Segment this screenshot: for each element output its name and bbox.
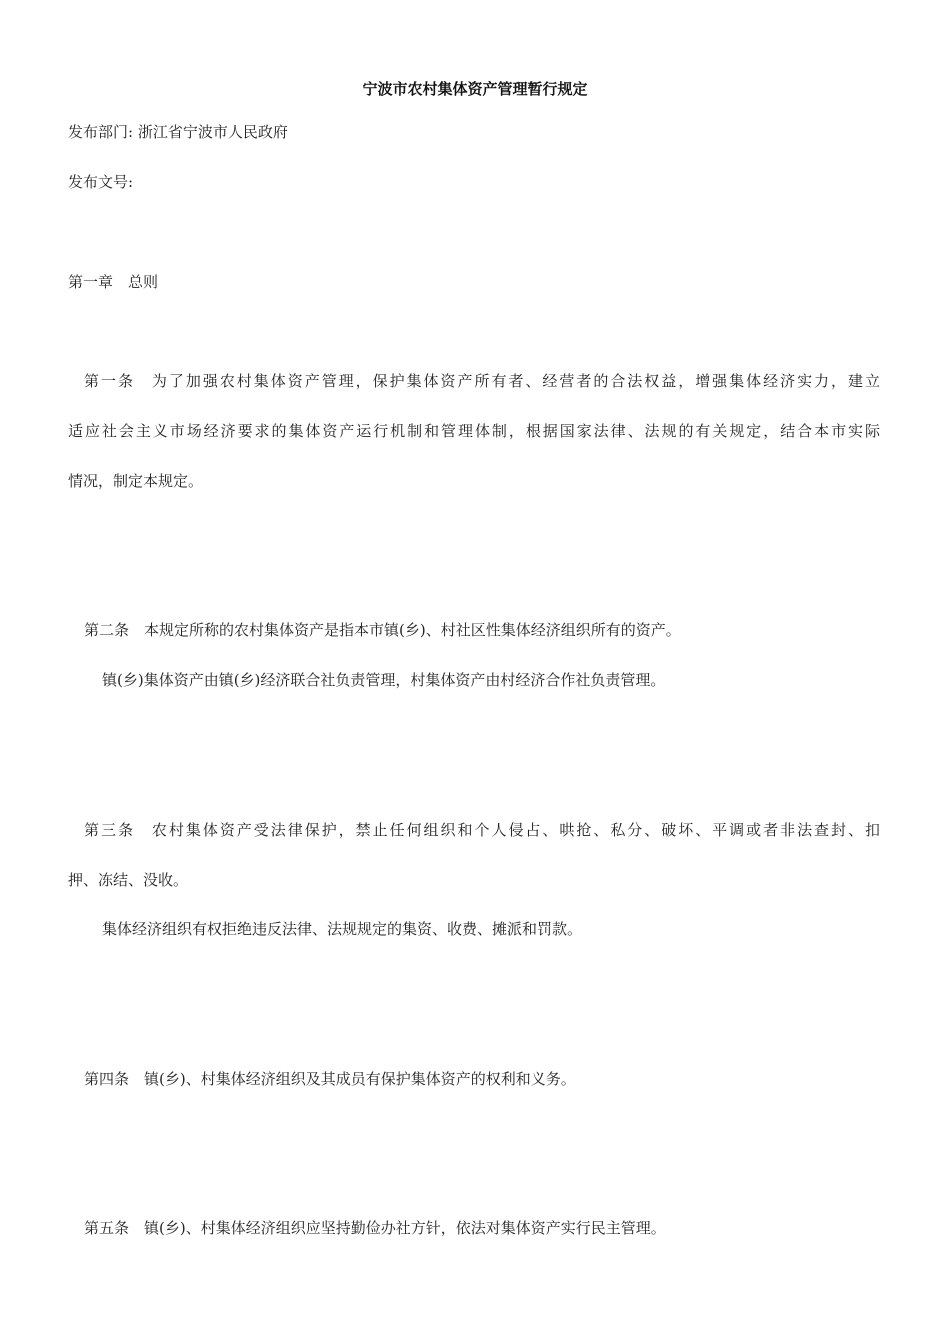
article-2-line-1: 第二条 本规定所称的农村集体资产是指本市镇(乡)、村社区性集体经济组织所有的资产。 — [84, 621, 681, 639]
article-4-line-1: 第四条 镇(乡)、村集体经济组织及其成员有保护集体资产的权利和义务。 — [84, 1070, 576, 1088]
article-1-line-3: 情况，制定本规定。 — [68, 472, 204, 490]
document-title: 宁波市农村集体资产管理暂行规定 — [362, 80, 588, 98]
doc-number-line: 发布文号: — [68, 173, 134, 191]
article-1-line-1: 第一条 为了加强农村集体资产管理，保护集体资产所有者、经营者的合法权益，增强集体经济实力，建立 — [84, 372, 880, 390]
article-2-line-2: 镇(乡)集体资产由镇(乡)经济联合社负责管理，村集体资产由村经济合作社负责管理。 — [102, 671, 666, 689]
article-3-line-2: 押、冻结、没收。 — [68, 871, 189, 889]
article-3-line-3: 集体经济组织有权拒绝违反法律、法规规定的集资、收费、摊派和罚款。 — [102, 920, 583, 938]
article-5-line-1: 第五条 镇(乡)、村集体经济组织应坚持勤俭办社方针，依法对集体资产实行民主管理。 — [84, 1219, 666, 1237]
issuer-line: 发布部门: 浙江省宁波市人民政府 — [68, 123, 288, 141]
chapter-heading: 第一章 总则 — [68, 273, 159, 291]
article-3-line-1: 第三条 农村集体资产受法律保护，禁止任何组织和个人侵占、哄抢、私分、破坏、平调或者非法查封、扣 — [84, 821, 880, 839]
article-1-line-2: 适应社会主义市场经济要求的集体资产运行机制和管理体制，根据国家法律、法规的有关规定，结合本市实际 — [68, 422, 880, 440]
